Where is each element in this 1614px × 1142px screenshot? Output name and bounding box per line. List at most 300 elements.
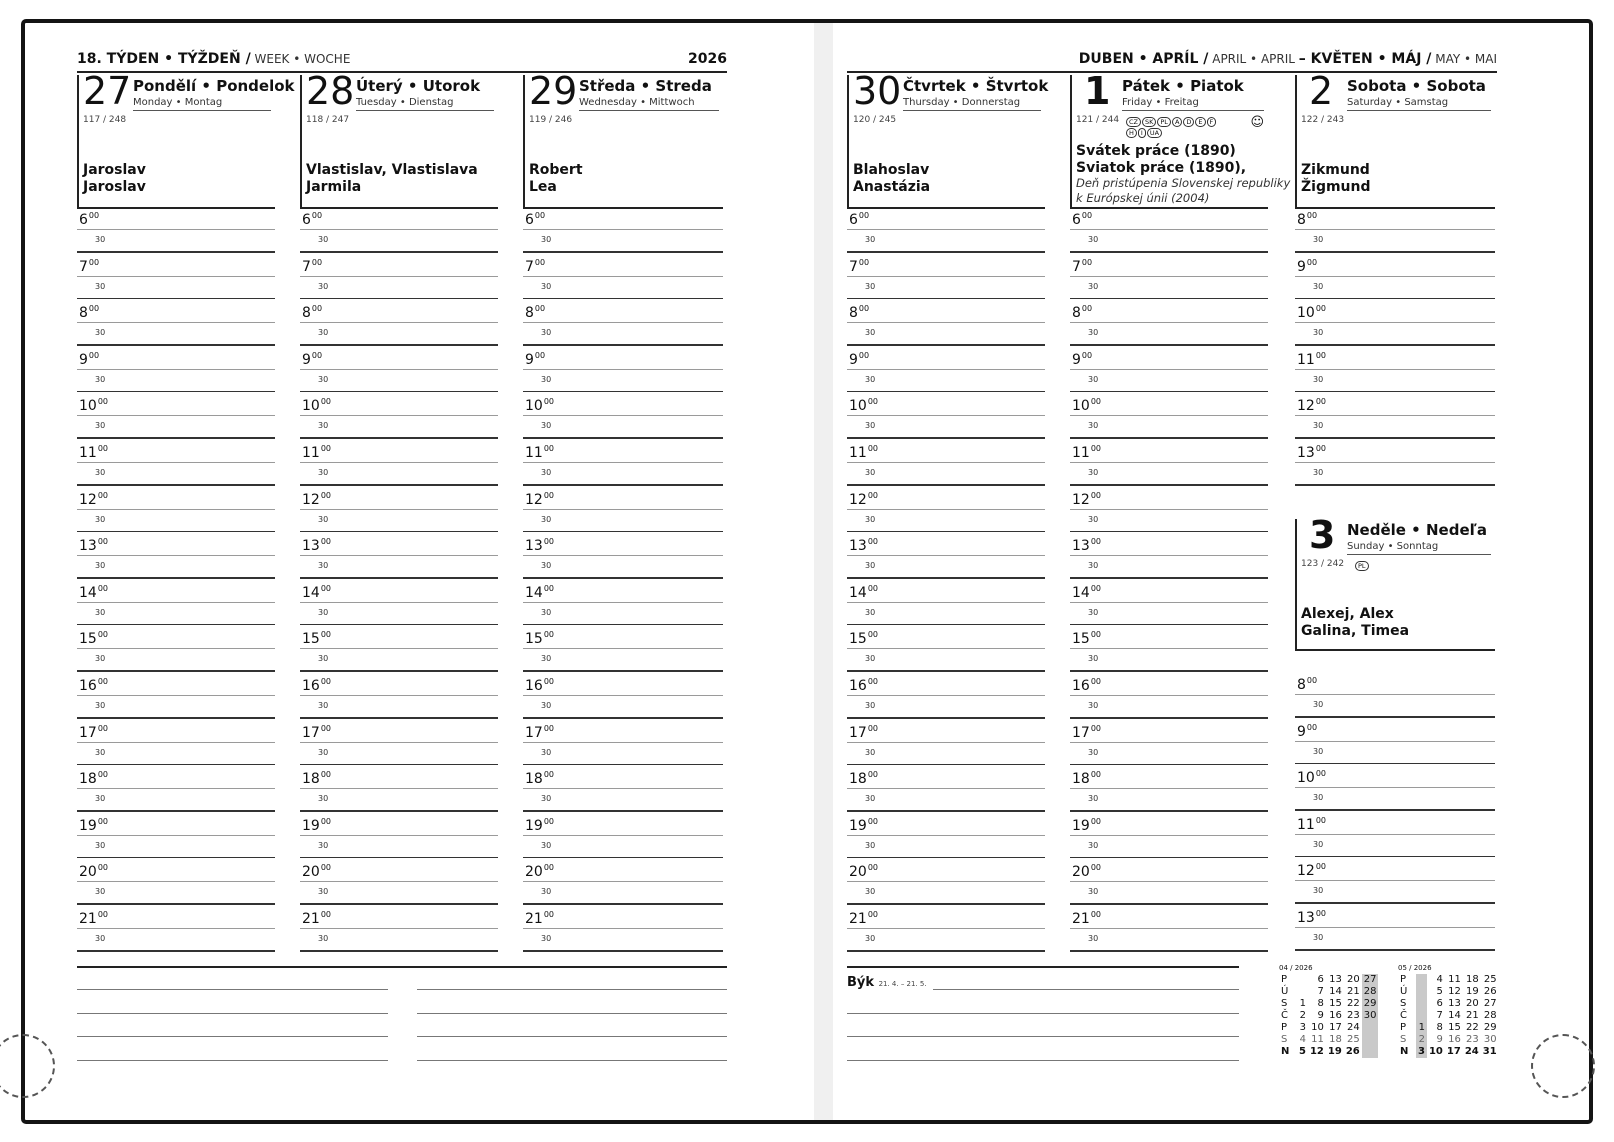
half-hour-label: 30 [541,514,552,524]
hour-label: $14^{00}$ [79,583,109,601]
hour-rule [523,881,723,882]
hour-label: $9^{00}$ [1072,350,1093,368]
half-hour-rule [523,717,723,719]
calendar-day[interactable]: 21 [1466,1010,1479,1021]
hour-slot-14[interactable] [77,584,275,632]
country-code-badge: A [1172,117,1182,127]
hour-slot-7[interactable] [300,258,498,306]
hour-minutes: 00 [1090,583,1102,593]
half-hour-label: 30 [95,374,106,384]
hour-slot-12[interactable] [300,491,498,539]
hour-slot-19[interactable] [847,817,1045,865]
calendar-day[interactable]: 24 [1464,1046,1479,1057]
hour-rule [77,509,275,510]
hour-minutes: 00 [1306,676,1318,685]
hour-slot-13[interactable] [1070,537,1268,585]
holiday-note-line: Deň pristúpenia Slovenskej republiky [1076,176,1291,190]
hour-slot-9[interactable] [847,351,1045,399]
hour-slot-12[interactable] [1295,862,1495,910]
calendar-day[interactable]: 14 [1448,1010,1461,1021]
hour-slot-10[interactable] [1295,769,1495,817]
hour-slot-11[interactable] [1295,351,1495,399]
hour-slot-8[interactable] [847,304,1045,352]
country-code-badge: E [1195,117,1205,127]
hour-slot-12[interactable] [847,491,1045,539]
hour-slot-15[interactable] [523,630,723,678]
hour-minutes: 00 [320,723,332,733]
calendar-day[interactable]: 19 [1466,986,1479,997]
hour-slot-6[interactable] [523,211,723,259]
hour-slot-10[interactable] [300,397,498,445]
hour-slot-11[interactable] [523,444,723,492]
calendar-day[interactable]: 26 [1483,986,1497,997]
hour-slot-19[interactable] [523,817,723,865]
hour-slot-7[interactable] [523,258,723,306]
day-vertical-rule [77,75,79,207]
day-title-rule [133,110,271,111]
hour-label: $9^{00}$ [79,350,100,368]
calendar-day[interactable] [1297,974,1308,986]
hour-minutes: 00 [320,490,332,500]
hour-minutes: 00 [534,304,546,314]
hour-label: $19^{00}$ [302,816,332,834]
hour-slot-6[interactable] [77,211,275,259]
half-hour-rule [77,251,275,253]
day-vertical-rule [300,75,302,207]
calendar-day[interactable]: 4 [1436,974,1443,985]
calendar-day[interactable]: 19 [1327,1046,1342,1057]
half-hour-label: 30 [1088,281,1099,291]
notes-line[interactable] [847,1013,1239,1014]
calendar-day[interactable]: 27 [1363,974,1377,985]
hour-minutes: 00 [311,304,323,314]
calendar-day[interactable]: 3 [1299,1022,1306,1033]
hour-slot-10[interactable] [847,397,1045,445]
calendar-day[interactable] [1416,986,1427,998]
hour-slot-10[interactable] [523,397,723,445]
calendar-day[interactable]: 1 [1299,998,1306,1009]
calendar-day[interactable]: 30 [1483,1034,1497,1045]
calendar-day[interactable]: 2 [1299,1010,1306,1021]
hour-label: $11^{00}$ [302,444,332,461]
calendar-day[interactable]: 20 [1347,974,1360,985]
hour-slot-12[interactable] [77,491,275,539]
hour-slot-14[interactable] [300,584,498,632]
calendar-day[interactable] [1416,974,1427,986]
hour-slot-17[interactable] [300,724,498,772]
calendar-day[interactable]: 13 [1448,998,1461,1009]
hour-label: $7^{00}$ [849,257,870,275]
hour-slot-21[interactable] [847,910,1045,958]
hour-slot-13[interactable] [847,537,1045,585]
hour-label: $18^{00}$ [79,770,109,788]
calendar-day[interactable]: 4 [1299,1034,1306,1045]
calendar-day[interactable]: 31 [1482,1046,1497,1057]
hour-slot-21[interactable] [523,910,723,958]
hour-slot-18[interactable] [1070,770,1268,818]
half-hour-label: 30 [95,934,106,943]
half-hour-label: 30 [541,794,552,804]
weekday-label: P [1281,1022,1288,1033]
hour-rule [1295,787,1495,788]
hour-rule [300,276,498,277]
half-hour-label: 30 [865,561,876,571]
calendar-day[interactable]: 12 [1448,986,1461,997]
hour-label: $8^{00}$ [302,304,323,322]
hour-slot-17[interactable] [77,724,275,772]
calendar-day[interactable]: 17 [1446,1046,1461,1057]
hour-slot-8[interactable] [1295,676,1495,724]
mini-calendar-row [1398,974,1499,986]
hour-slot-9[interactable] [523,351,723,399]
hour-slot-14[interactable] [523,584,723,632]
calendar-day[interactable] [1416,1010,1427,1022]
hour-slot-11[interactable] [1070,444,1268,492]
hour-slot-11[interactable] [300,444,498,492]
hour-rule [1295,276,1495,277]
half-hour-label: 30 [1313,700,1324,709]
hour-slot-19[interactable] [300,817,498,865]
hour-minutes: 00 [1315,909,1327,918]
hour-slot-11[interactable] [77,444,275,492]
half-hour-label: 30 [1088,794,1099,804]
hour-minutes: 00 [320,910,332,919]
half-hour-rule [300,857,498,859]
notes-line[interactable] [933,989,1239,990]
day-name: Neděle • Nedeľa [1347,521,1487,539]
calendar-day[interactable]: 1 [1416,1022,1427,1034]
day-header-rule [1070,207,1268,209]
calendar-day[interactable]: 16 [1448,1034,1461,1045]
name-day-line: Lea [529,179,557,195]
hour-rule [1295,322,1495,323]
hour-slot-13[interactable] [300,537,498,585]
hour-slot-18[interactable] [523,770,723,818]
hour-label: $13^{00}$ [302,537,332,555]
notes-line[interactable] [77,989,388,990]
hour-rule [1070,881,1268,882]
calendar-day[interactable]: 23 [1466,1034,1479,1045]
hour-slot-12[interactable] [523,491,723,539]
hour-slot-13[interactable] [1295,444,1495,492]
calendar-day[interactable]: 22 [1347,998,1360,1009]
hour-slot-7[interactable] [847,258,1045,306]
hour-slot-8[interactable] [1070,304,1268,352]
hour-label: $10^{00}$ [525,397,555,415]
half-hour-rule [300,764,498,766]
half-hour-rule [847,391,1045,393]
hour-label: $11^{00}$ [1297,350,1327,368]
calendar-day[interactable]: 2 [1416,1034,1427,1046]
half-hour-rule [1070,251,1268,253]
hour-slot-20[interactable] [847,863,1045,911]
half-hour-rule [523,903,723,905]
hour-slot-18[interactable] [77,770,275,818]
half-hour-rule [1295,856,1495,858]
hour-rule [300,322,498,323]
name-day-line: Zikmund [1301,162,1370,178]
hour-slot-12[interactable] [1070,491,1268,539]
hour-rule [523,369,723,370]
day-number: 29 [529,69,578,113]
day-of-year-count: 117 / 248 [83,115,127,125]
day-number: 1 [1084,69,1111,113]
hour-rule [1070,415,1268,416]
half-hour-label: 30 [95,794,106,804]
year: 2026 [688,51,727,67]
hour-minutes: 00 [858,350,870,360]
calendar-day[interactable]: 17 [1329,1022,1342,1033]
hour-rule [847,322,1045,323]
hour-slot-8[interactable] [1295,211,1495,259]
calendar-day[interactable]: 28 [1483,1010,1497,1021]
day-number: 27 [83,69,132,113]
half-hour-rule [1295,251,1495,253]
half-hour-label: 30 [1088,235,1099,244]
calendar-day[interactable]: 25 [1483,974,1497,985]
calendar-day[interactable]: 28 [1363,986,1377,997]
half-hour-label: 30 [865,654,876,664]
holiday-country-codes [1355,561,1415,572]
hour-slot-16[interactable] [300,677,498,725]
notes-line[interactable] [847,1060,1239,1061]
weekday-label: P [1281,974,1288,985]
day-of-year-count: 123 / 242 [1301,559,1345,569]
calendar-day[interactable]: 7 [1436,1010,1443,1021]
hour-label: $12^{00}$ [302,490,332,508]
name-day [529,162,583,196]
calendar-day[interactable]: 6 [1436,998,1443,1009]
hour-slot-11[interactable] [1295,816,1495,864]
calendar-day[interactable]: 29 [1363,998,1377,1009]
hour-minutes: 00 [543,444,555,453]
hour-rule [77,742,275,743]
calendar-day[interactable]: 8 [1317,998,1324,1009]
hour-slot-9[interactable] [1295,258,1495,306]
hour-slot-6[interactable] [847,211,1045,259]
half-hour-label: 30 [541,654,552,664]
hour-slot-21[interactable] [300,910,498,958]
hour-label: $9^{00}$ [1297,257,1318,275]
hour-slot-16[interactable] [523,677,723,725]
calendar-day[interactable]: 16 [1329,1010,1342,1021]
day-title-rule [1347,554,1491,555]
calendar-day[interactable]: 3 [1418,1046,1425,1057]
hour-slot-18[interactable] [300,770,498,818]
calendar-day[interactable]: 18 [1466,974,1479,985]
calendar-day[interactable]: 11 [1311,1034,1324,1045]
hour-slot-9[interactable] [1070,351,1268,399]
mini-calendar-row [1398,998,1499,1010]
hour-slot-21[interactable] [77,910,275,958]
calendar-day[interactable]: 14 [1329,986,1342,997]
hour-slot-19[interactable] [1070,817,1268,865]
calendar-day[interactable]: 6 [1317,974,1324,985]
half-hour-label: 30 [541,701,552,710]
hour-slot-7[interactable] [1070,258,1268,306]
notes-line[interactable] [77,1036,388,1037]
half-hour-rule [77,810,275,812]
hour-slot-17[interactable] [523,724,723,772]
calendar-day[interactable]: 21 [1347,986,1360,997]
half-hour-rule [300,298,498,300]
hour-slot-15[interactable] [847,630,1045,678]
hour-rule [300,695,498,696]
half-hour-rule [300,531,498,533]
day-name-translation: Sunday • Sonntag [1347,541,1439,552]
half-hour-label: 30 [865,421,876,431]
hour-slot-10[interactable] [1295,304,1495,352]
hour-rule [300,229,498,230]
mini-calendar-row [1279,1034,1378,1046]
half-hour-rule [300,437,498,439]
hour-slot-9[interactable] [77,351,275,399]
hour-rule [77,928,275,929]
hour-rule [847,928,1045,929]
hour-slot-20[interactable] [1070,863,1268,911]
half-hour-label: 30 [541,934,552,943]
calendar-day[interactable]: 27 [1483,998,1497,1009]
hour-slot-15[interactable] [300,630,498,678]
hour-slot-13[interactable] [523,537,723,585]
half-hour-rule [77,670,275,672]
calendar-day[interactable]: 15 [1329,998,1342,1009]
hour-rule [523,555,723,556]
half-hour-rule [77,577,275,579]
hour-slot-13[interactable] [1295,909,1495,957]
half-hour-rule [1070,344,1268,346]
hour-slot-14[interactable] [1070,584,1268,632]
calendar-day[interactable]: 11 [1448,974,1461,985]
hour-slot-21[interactable] [1070,910,1268,958]
calendar-day[interactable] [1297,986,1308,998]
notes-line[interactable] [417,1036,727,1037]
hour-rule [523,742,723,743]
mini-calendar-row [1279,1022,1378,1034]
half-hour-rule [77,903,275,905]
calendar-day[interactable]: 15 [1448,1022,1461,1033]
calendar-day[interactable]: 25 [1347,1034,1360,1045]
calendar-day[interactable]: 10 [1428,1046,1443,1057]
hour-slot-9[interactable] [1295,723,1495,771]
hour-rule [1070,835,1268,836]
hour-slot-16[interactable] [1070,677,1268,725]
half-hour-label: 30 [95,281,106,291]
hour-slot-6[interactable] [300,211,498,259]
hour-slot-19[interactable] [77,817,275,865]
hour-minutes: 00 [867,723,879,733]
hour-slot-20[interactable] [523,863,723,911]
hour-label: $18^{00}$ [302,770,332,788]
notes-line[interactable] [77,1013,388,1014]
hour-slot-13[interactable] [77,537,275,585]
calendar-day[interactable]: 5 [1299,1046,1306,1057]
half-hour-rule [1070,670,1268,672]
calendar-day[interactable]: 10 [1311,1022,1324,1033]
day-name: Pátek • Piatok [1122,77,1244,95]
diary-spread [21,19,1593,1124]
hour-minutes: 00 [320,677,332,686]
calendar-day[interactable]: 8 [1436,1022,1443,1033]
calendar-day[interactable]: 20 [1466,998,1479,1009]
hour-label: $13^{00}$ [79,537,109,555]
hour-slot-16[interactable] [847,677,1045,725]
hour-minutes: 00 [534,257,546,267]
calendar-day[interactable]: 9 [1436,1034,1443,1045]
hour-slot-16[interactable] [77,677,275,725]
notes-line[interactable] [417,1013,727,1014]
hour-slot-6[interactable] [1070,211,1268,259]
month-may-sub: MAY • MAI [1431,52,1497,66]
calendar-day[interactable]: 5 [1436,986,1443,997]
hour-slot-15[interactable] [1070,630,1268,678]
hour-slot-20[interactable] [77,863,275,911]
calendar-day[interactable]: 13 [1329,974,1342,985]
calendar-day[interactable]: 18 [1329,1034,1342,1045]
half-hour-label: 30 [1088,887,1099,897]
hour-slot-10[interactable] [77,397,275,445]
hour-slot-9[interactable] [300,351,498,399]
hour-slot-7[interactable] [77,258,275,306]
calendar-day[interactable]: 30 [1363,1010,1377,1021]
hour-slot-12[interactable] [1295,397,1495,445]
half-hour-rule [847,531,1045,533]
day-vertical-rule [1295,75,1297,207]
hour-slot-8[interactable] [300,304,498,352]
hour-slot-10[interactable] [1070,397,1268,445]
half-hour-rule [77,391,275,393]
calendar-day[interactable]: 29 [1483,1022,1497,1033]
calendar-day[interactable]: 7 [1317,986,1324,997]
hour-label: $16^{00}$ [79,677,109,694]
hour-label: $11^{00}$ [1072,444,1102,461]
calendar-day[interactable] [1362,1046,1379,1058]
notes-line[interactable] [417,989,727,990]
calendar-day[interactable]: 26 [1345,1046,1360,1057]
notes-line[interactable] [847,1036,1239,1037]
half-hour-label: 30 [1313,793,1324,803]
calendar-day[interactable] [1416,998,1427,1010]
half-hour-rule [523,670,723,672]
hour-slot-18[interactable] [847,770,1045,818]
hour-slot-20[interactable] [300,863,498,911]
hour-slot-15[interactable] [77,630,275,678]
calendar-day[interactable] [1362,1022,1379,1034]
hour-label: $20^{00}$ [1072,863,1102,881]
hour-rule [1070,742,1268,743]
calendar-day[interactable]: 22 [1466,1022,1479,1033]
half-hour-label: 30 [1088,514,1099,524]
notes-line[interactable] [417,1060,727,1061]
half-hour-rule [300,903,498,905]
hour-slot-17[interactable] [847,724,1045,772]
hour-slot-8[interactable] [523,304,723,352]
hour-slot-8[interactable] [77,304,275,352]
half-hour-label: 30 [318,235,329,244]
hour-slot-11[interactable] [847,444,1045,492]
calendar-day[interactable]: 23 [1347,1010,1360,1021]
hour-slot-17[interactable] [1070,724,1268,772]
calendar-day[interactable]: 9 [1317,1010,1324,1021]
calendar-day[interactable] [1362,1034,1379,1046]
hour-minutes: 00 [320,770,332,780]
hour-label: $14^{00}$ [849,583,879,601]
half-hour-rule [77,717,275,719]
calendar-day[interactable]: 12 [1309,1046,1324,1057]
calendar-day[interactable]: 24 [1347,1022,1360,1033]
notes-line[interactable] [77,1060,388,1061]
hour-slot-14[interactable] [847,584,1045,632]
